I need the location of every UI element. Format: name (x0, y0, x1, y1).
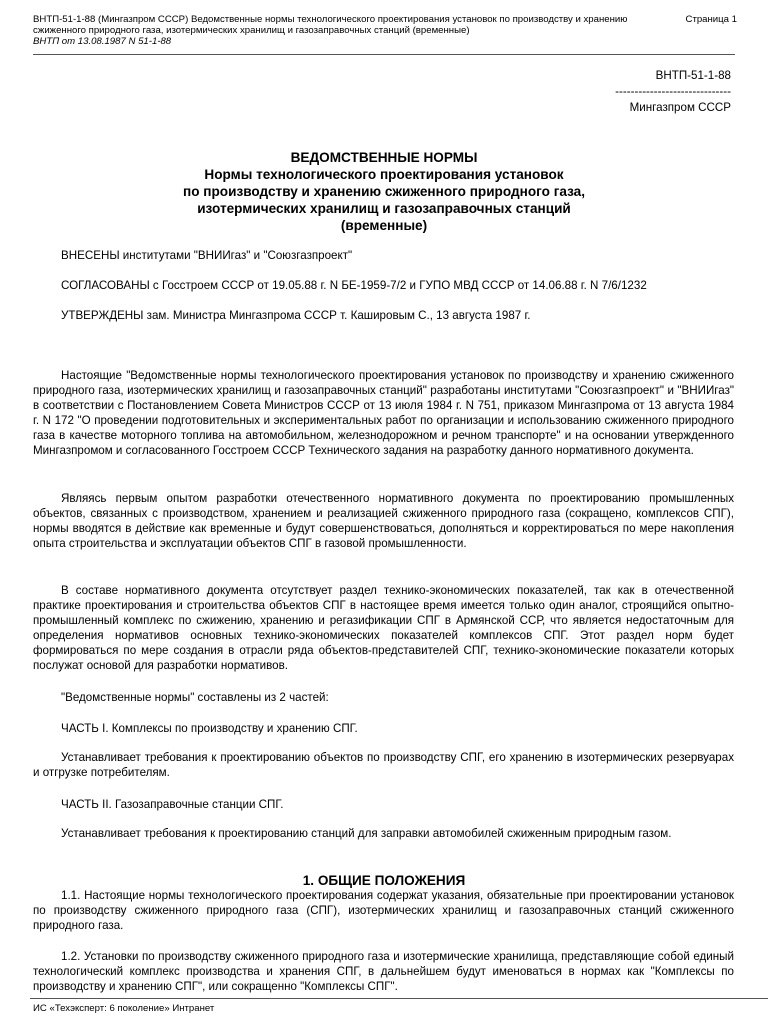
header-divider (33, 54, 735, 55)
code-separator: ------------------------------ (615, 85, 731, 98)
header-doc-title: ВНТП-51-1-88 (Мингазпром СССР) Ведомственные нормы технологического проектирования установок по производству и хранению сжиженного природного газа, изотермических хранилищ и газозаправочных станций (временные) (33, 14, 628, 36)
section-heading: 1. ОБЩИЕ ПОЛОЖЕНИЯ (302, 873, 466, 888)
title-line: Нормы технологического проектирования установок (204, 167, 564, 182)
footer-text: ИС «Техэксперт: 6 поколение» Интранет (33, 1003, 215, 1014)
part-two-title: ЧАСТЬ II. Газозаправочные станции СПГ. (61, 798, 284, 811)
document-code-block (615, 68, 731, 116)
clause-1-1: 1.1. Настоящие нормы технологического проектирования содержат указания, обязательные при проектировании установок по производству сжиженного природного газа (СПГ), изотермических хранилищ и газозаправочных станций сжиженного природного газа. (33, 889, 734, 932)
preamble-paragraph: Настоящие "Ведомственные нормы технологического проектирования установок по производству и хранению сжиженного природного газа, изотермических хранилищ и газозаправочных станций" разработаны институтами "Союзгазпроект" и "ВНИИгаз" в соответствии с Постановлением Совета Министров СССР от 13 июля 1984 г. N 751, приказом Мингазпрома от 13 августа 1984 г. N 172 "О проведении подготовительных и экспериментальных работ по организации и использованию сжиженного природного газа в качестве моторного топлива на автомобильном, железнодорожном и речном транспорте" и на основании утвержденного Мингазпромом и согласованного Госстроем СССР Технического задания на разработку данного нормативного документа. (33, 369, 734, 457)
title-line: изотермических хранилищ и газозаправочных станций (197, 201, 571, 216)
title-line: по производству и хранению сжиженного природного газа, (183, 184, 585, 199)
header-doc-ref: ВНТП от 13.08.1987 N 51-1-88 (33, 36, 172, 47)
preamble-paragraph: Являясь первым опытом разработки отечественного нормативного документа по проектированию промышленных объектов, связанных с производством, хранением и реализацией сжиженного природного газа (сокращено, комплексов СПГ), нормы вводятся в действие как временные и будут совершенствоваться, дополняться и корректироваться по мере накопления опыта строительства и эксплуатации объектов СПГ в газовой промышленности. (33, 492, 734, 550)
running-header (33, 14, 737, 47)
approved-by: УТВЕРЖДЕНЫ зам. Министра Мингазпрома СССР т. Кашировым С., 13 августа 1987 г. (61, 309, 531, 322)
document-title (33, 149, 735, 234)
ministry-name: Мингазпром СССР (629, 101, 731, 114)
clause-1-2: 1.2. Установки по производству сжиженного природного газа и изотермические хранилища, представляющие собой единый технологический комплекс производства и хранения СПГ, в дальнейшем будут именоваться в нормах как "Комплексы по производству и хранению СПГ", или сокращенно "Комплексы СПГ". (33, 950, 734, 993)
document-code: ВНТП-51-1-88 (655, 69, 731, 82)
introduced-by: ВНЕСЕНЫ институтами "ВНИИгаз" и "Союзгазпроект" (61, 249, 353, 262)
footer-divider (30, 998, 768, 999)
part-two-description: Устанавливает требования к проектированию станций для заправки автомобилей сжиженным природным газом. (61, 827, 672, 840)
part-one-description: Устанавливает требования к проектированию объектов по производству СПГ, его хранению в изотермических резервуарах и отгрузке потребителям. (33, 751, 734, 779)
page-number: Страница 1 (685, 14, 737, 25)
title-line: ВЕДОМСТВЕННЫЕ НОРМЫ (290, 150, 478, 165)
parts-intro: "Ведомственные нормы" составлены из 2 частей: (61, 691, 329, 704)
preamble-paragraph: В составе нормативного документа отсутствует раздел технико-экономических показателей, так как в отечественной практике проектирования и строительства объектов СПГ в настоящее время имеется только один аналог, строящийся опытно-промышленный комплекс по сжижению, хранению и регазификации СПГ в Армянской ССР, что является недостаточным для определения нормативов основных технико-экономических показателей комплексов СПГ. Этот раздел норм будет формироваться по мере создания в отрасли ряда объектов-представителей СПГ, технико-экономические показатели которых послужат основой для разработки нормативов. (33, 584, 734, 672)
agreed-with: СОГЛАСОВАНЫ с Госстроем СССР от 19.05.88 г. N БЕ-1959-7/2 и ГУПО МВД СССР от 14.06.88 г. N 7/6/1232 (61, 279, 647, 292)
title-line: (временные) (340, 218, 428, 233)
part-one-title: ЧАСТЬ I. Комплексы по производству и хранению СПГ. (61, 722, 358, 735)
